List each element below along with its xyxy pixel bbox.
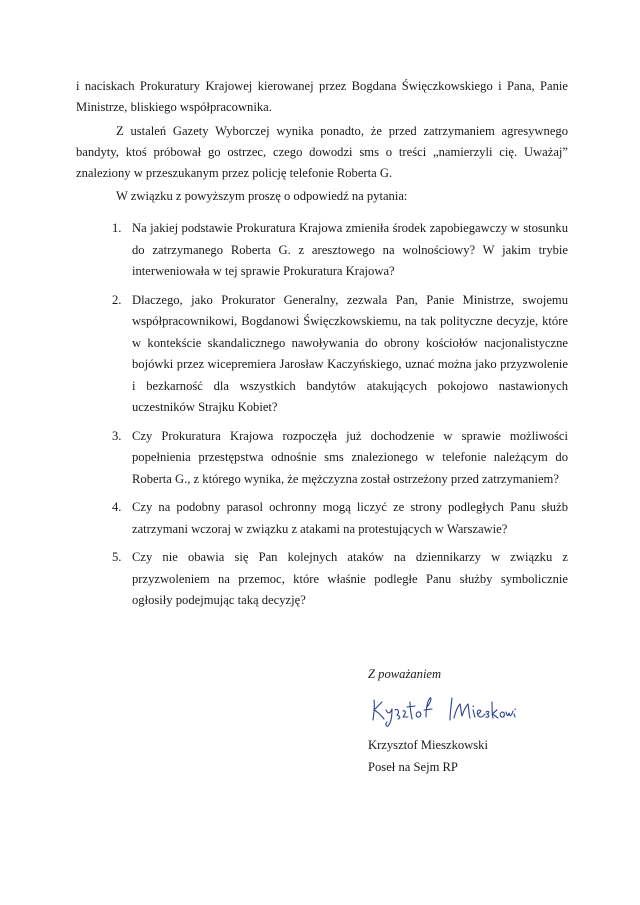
question-item (76, 290, 568, 419)
question-number: 4. (112, 500, 122, 514)
paragraph-continuation: i naciskach Prokuratury Krajowej kierowanej przez Bogdana Święczkowskiego i Pana, Panie Ministrze, bliskiego współpracownika. (76, 79, 568, 114)
question-item (76, 426, 568, 491)
question-text: Czy Prokuratura Krajowa rozpoczęła już dochodzenie w sprawie możliwości popełnienia przestępstwa odnośnie sms znalezionego w telefonie należącym do Roberta G., z którego wynika, że mężczyzna został ostrzeżony przed zatrzymaniem? (132, 428, 568, 486)
question-number: 1. (112, 221, 122, 235)
question-text: Dlaczego, jako Prokurator Generalny, zezwala Pan, Panie Ministrze, swojemu współpracownikowi, Bogdanowi Święczkowskiemu, na tak polityczne decyzje, które w kontekście skandalicznego nawoływania do obrony kościołów nacjonalistyczne bojówki przez wicepremiera Jarosław Kaczyńskiego, uznać można jako przyzwolenie i bezkarność dla wszystkich bandytów atakujących pokojowo nastawionych uczestników Strajku Kobiet? (132, 292, 568, 414)
question-item (76, 547, 568, 612)
handwritten-signature (368, 690, 518, 730)
closing-salutation: Z poważaniem (368, 667, 442, 681)
question-number: 2. (112, 292, 122, 307)
signer-title: Poseł na Sejm RP (368, 760, 458, 774)
question-text: Czy nie obawia się Pan kolejnych ataków na dziennikarzy w związku z przyzwoleniem na przemoc, które właśnie podległe Panu służby symbolicznie ogłosiły podejmując taką decyzję? (132, 550, 568, 607)
question-text: Na jakiej podstawie Prokuratura Krajowa zmieniła środek zapobiegawczy w stosunku do zatrzymanego Roberta G. z aresztowego na wolnościowy? W jakim trybie interweniowała w tej sprawie Prokuratura Krajowa? (132, 221, 568, 278)
paragraph-questions-intro: W związku z powyższym proszę o odpowiedź na pytania: (116, 189, 408, 203)
question-text: Czy na podobny parasol ochronny mogą liczyć ze strony podległych Panu służb zatrzymani wczoraj w związku z atakami na protestujących w Warszawie? (132, 500, 568, 536)
signer-name: Krzysztof Mieszkowski (368, 738, 488, 752)
questions-list (76, 218, 568, 619)
question-number: 5. (112, 550, 122, 564)
paragraph-gazeta-findings: Z ustaleń Gazety Wyborczej wynika ponadto, że przed zatrzymaniem agresywnego bandyty, ktoś próbował go ostrzec, czego dowodzi sms o treści „namierzyli cię. Uważaj” znaleziony w przeszukanym przez policję telefonie Roberta G. (76, 124, 568, 180)
question-item (76, 497, 568, 540)
question-number: 3. (112, 428, 122, 443)
signer-block (368, 734, 488, 778)
question-item (76, 218, 568, 283)
